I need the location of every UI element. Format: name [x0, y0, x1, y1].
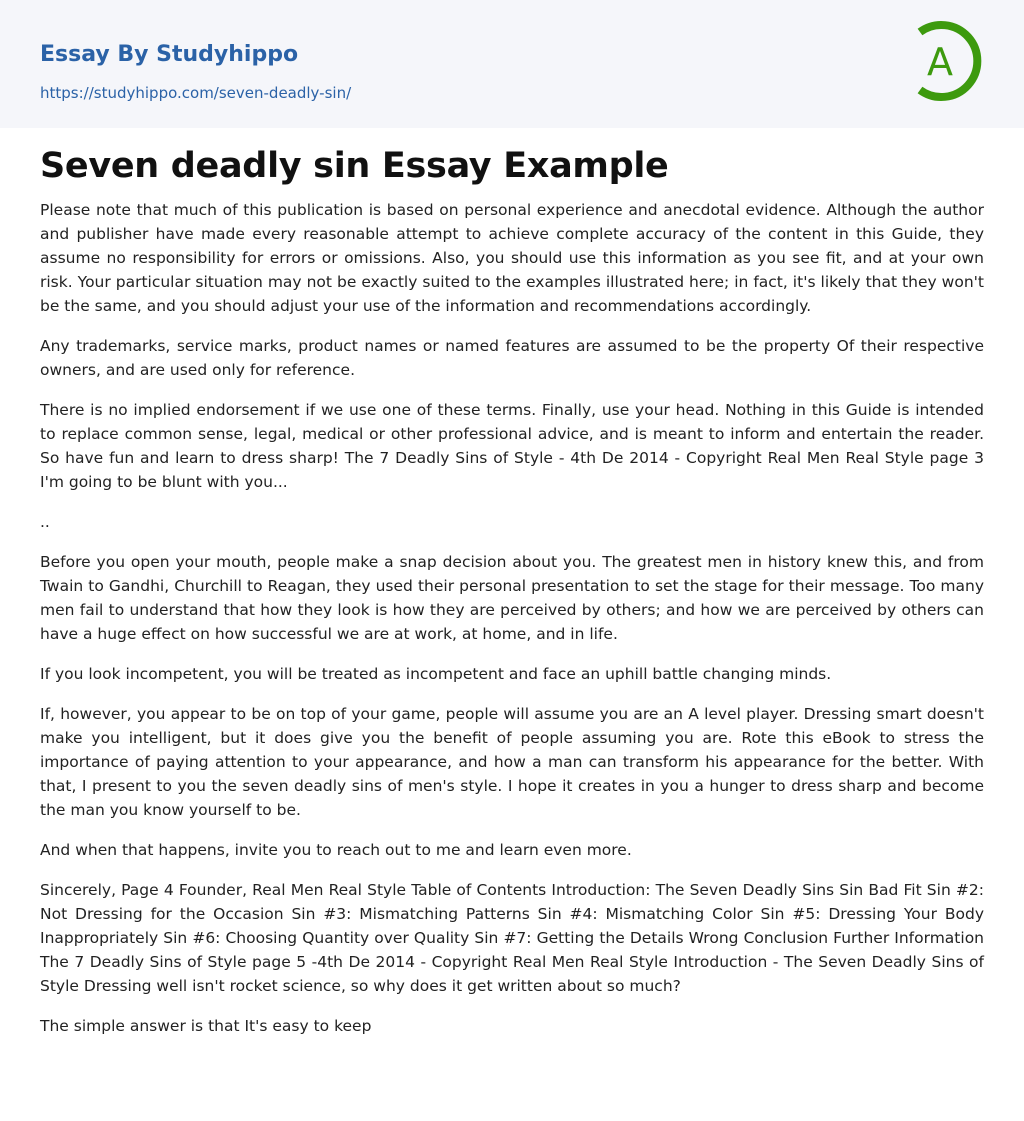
paragraph: .. [40, 513, 50, 531]
brand-title[interactable]: Essay By Studyhippo [40, 42, 299, 67]
paragraph: Please note that much of this publication is based on personal experience and anecdotal evidence. Although the author and publisher have made every reasonable attempt to achieve complete accuracy of the content in this Guide, they assume no responsibility for errors or omissions. Also, you should use this information as you see fit, and at your own risk. Your particular situation may not be exactly suited to the examples illustrated here; in fact, it's likely that they won't be the same, and you should adjust your use of the information and recommendations accordingly. [40, 201, 984, 315]
paragraph: There is no implied endorsement if we use one of these terms. Finally, use your head. Nothing in this Guide is intended to replace common sense, legal, medical or other professional advice, and is meant to inform and entertain the reader. So have fun and learn to dress sharp! The 7 Deadly Sins of Style - 4th De 2014 - Copyright Real Men Real Style page 3 I'm going to be blunt with you... [40, 401, 984, 491]
paragraph: The simple answer is that It's easy to keep [40, 1017, 372, 1035]
site-header [0, 0, 1024, 128]
essay-url-link[interactable]: https://studyhippo.com/seven-deadly-sin/ [40, 84, 352, 102]
paragraph: Sincerely, Page 4 Founder, Real Men Real Style Table of Contents Introduction: The Seven Deadly Sins Sin Bad Fit Sin #2: Not Dressing for the Occasion Sin #3: Mismatching Patterns Sin #4: Mismatching Color Sin #5: Dressing Your Body Inappropriately Sin #6: Choosing Quantity over Quality Sin #7: Getting the Details Wrong Conclusion Further Information The 7 Deadly Sins of Style page 5 -4th De 2014 - Copyright Real Men Real Style Introduction - The Seven Deadly Sins of Style Dressing well isn't rocket science, so why does it get written about so much? [40, 881, 984, 995]
paragraph: If you look incompetent, you will be treated as incompetent and face an uphill battle changing minds. [40, 665, 832, 683]
studyhippo-logo-icon[interactable] [912, 18, 986, 104]
page-title: Seven deadly sin Essay Example [40, 146, 669, 186]
paragraph: Before you open your mouth, people make a snap decision about you. The greatest men in history knew this, and from Twain to Gandhi, Churchill to Reagan, they used their personal presentation to set the stage for their message. Too many men fail to understand that how they look is how they are perceived by others; and how we are perceived by others can have a huge effect on how successful we are at work, at home, and in life. [40, 553, 984, 643]
paragraph: Any trademarks, service marks, product names or named features are assumed to be the property Of their respective owners, and are used only for reference. [40, 337, 984, 379]
paragraph: And when that happens, invite you to reach out to me and learn even more. [40, 841, 632, 859]
paragraph: If, however, you appear to be on top of your game, people will assume you are an A level player. Dressing smart doesn't make you intelligent, but it does give you the benefit of people assuming you are. Rote this eBook to stress the importance of paying attention to your appearance, and how a man can transform his appearance for the better. With that, I present to you the seven deadly sins of men's style. I hope it creates in you a hunger to dress sharp and become the man you know yourself to be. [40, 705, 984, 819]
essay-body [0, 146, 1024, 1038]
svg-text:A: A [927, 40, 953, 84]
